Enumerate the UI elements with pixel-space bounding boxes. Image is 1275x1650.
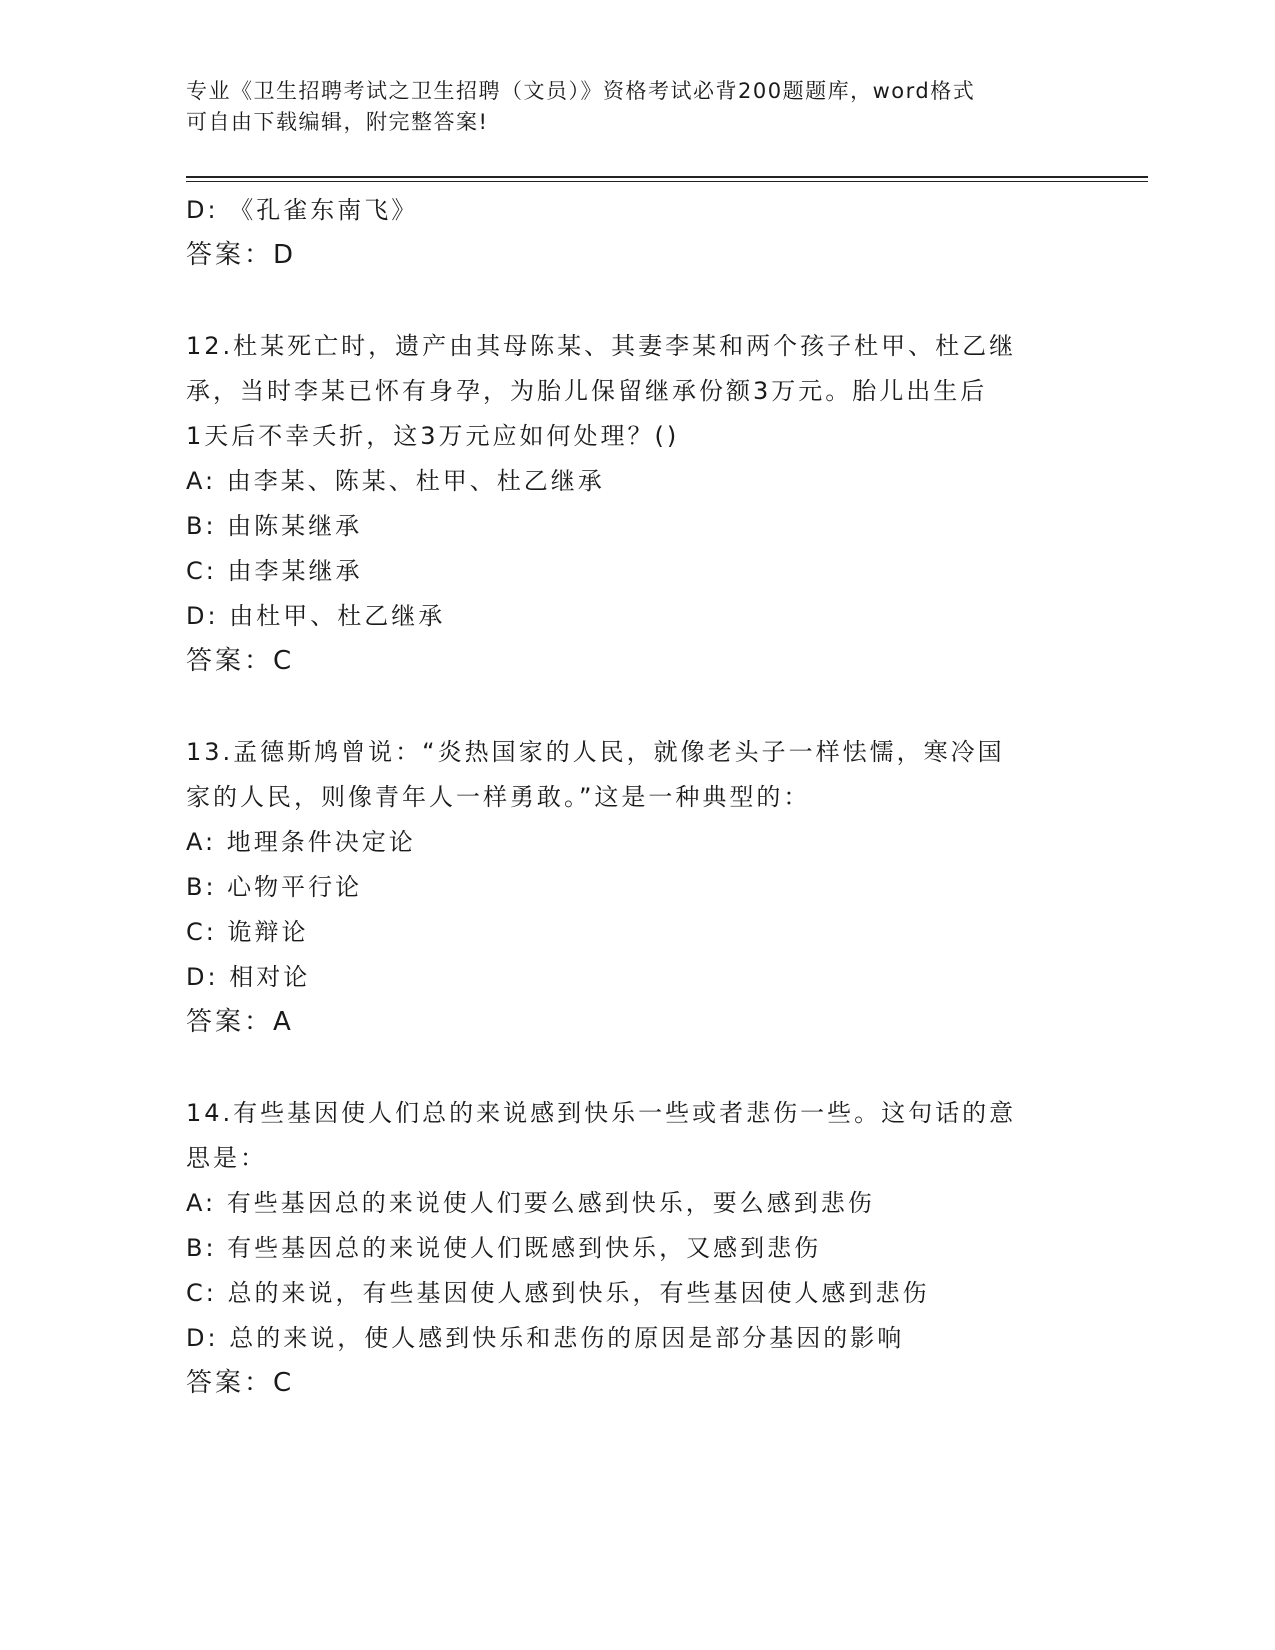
option-d: D: 相对论 [186, 963, 311, 991]
option-d: D: 《孔雀东南飞》 [186, 196, 419, 224]
answer-line: 答案：C [186, 1368, 295, 1398]
option-b: B: 有些基因总的来说使人们既感到快乐，又感到悲伤 [186, 1234, 822, 1262]
option-a: A: 地理条件决定论 [186, 828, 416, 856]
question-stem-line: 12.杜某死亡时，遗产由其母陈某、其妻李某和两个孩子杜甲、杜乙继 [186, 332, 1017, 360]
question-13 [186, 730, 1086, 1045]
header-divider-thick [186, 176, 1148, 178]
answer-line: 答案：A [186, 1007, 294, 1037]
spacer [186, 684, 1086, 730]
option-c: C: 总的来说，有些基因使人感到快乐，有些基因使人感到悲伤 [186, 1279, 930, 1307]
question-list [186, 188, 1086, 1406]
answer-line: 答案：D [186, 240, 297, 270]
question-12 [186, 324, 1086, 684]
spacer [186, 278, 1086, 324]
option-a: A: 由李某、陈某、杜甲、杜乙继承 [186, 467, 605, 495]
option-b: B: 由陈某继承 [186, 512, 363, 540]
option-d: D: 总的来说，使人感到快乐和悲伤的原因是部分基因的影响 [186, 1324, 905, 1352]
answer-line: 答案：C [186, 646, 295, 676]
option-a: A: 有些基因总的来说使人们要么感到快乐，要么感到悲伤 [186, 1189, 875, 1217]
header-divider-thin [186, 181, 1148, 182]
option-b: B: 心物平行论 [186, 873, 363, 901]
option-c: C: 诡辩论 [186, 918, 309, 946]
header-line-2: 可自由下载编辑，附完整答案! [186, 110, 489, 134]
page-header [186, 76, 1066, 138]
question-14 [186, 1091, 1086, 1406]
option-c: C: 由李某继承 [186, 557, 363, 585]
question-stem-line: 14.有些基因使人们总的来说感到快乐一些或者悲伤一些。这句话的意 [186, 1099, 1017, 1127]
spacer [186, 1045, 1086, 1091]
question-stem-line: 13.孟德斯鸠曾说：“炎热国家的人民，就像老头子一样怯懦，寒冷国 [186, 738, 1005, 766]
question-stem-line: 家的人民，则像青年人一样勇敢。”这是一种典型的： [186, 783, 811, 811]
question-stem-line: 承，当时李某已怀有身孕，为胎儿保留继承份额3万元。胎儿出生后 [186, 377, 988, 405]
question-stem-line: 思是： [186, 1144, 267, 1172]
question-stem-line: 1天后不幸夭折，这3万元应如何处理？() [186, 422, 680, 450]
header-line-1: 专业《卫生招聘考试之卫生招聘（文员）》资格考试必背200题题库，word格式 [186, 79, 976, 103]
option-d: D: 由杜甲、杜乙继承 [186, 602, 446, 630]
previous-question-tail [186, 188, 1086, 278]
